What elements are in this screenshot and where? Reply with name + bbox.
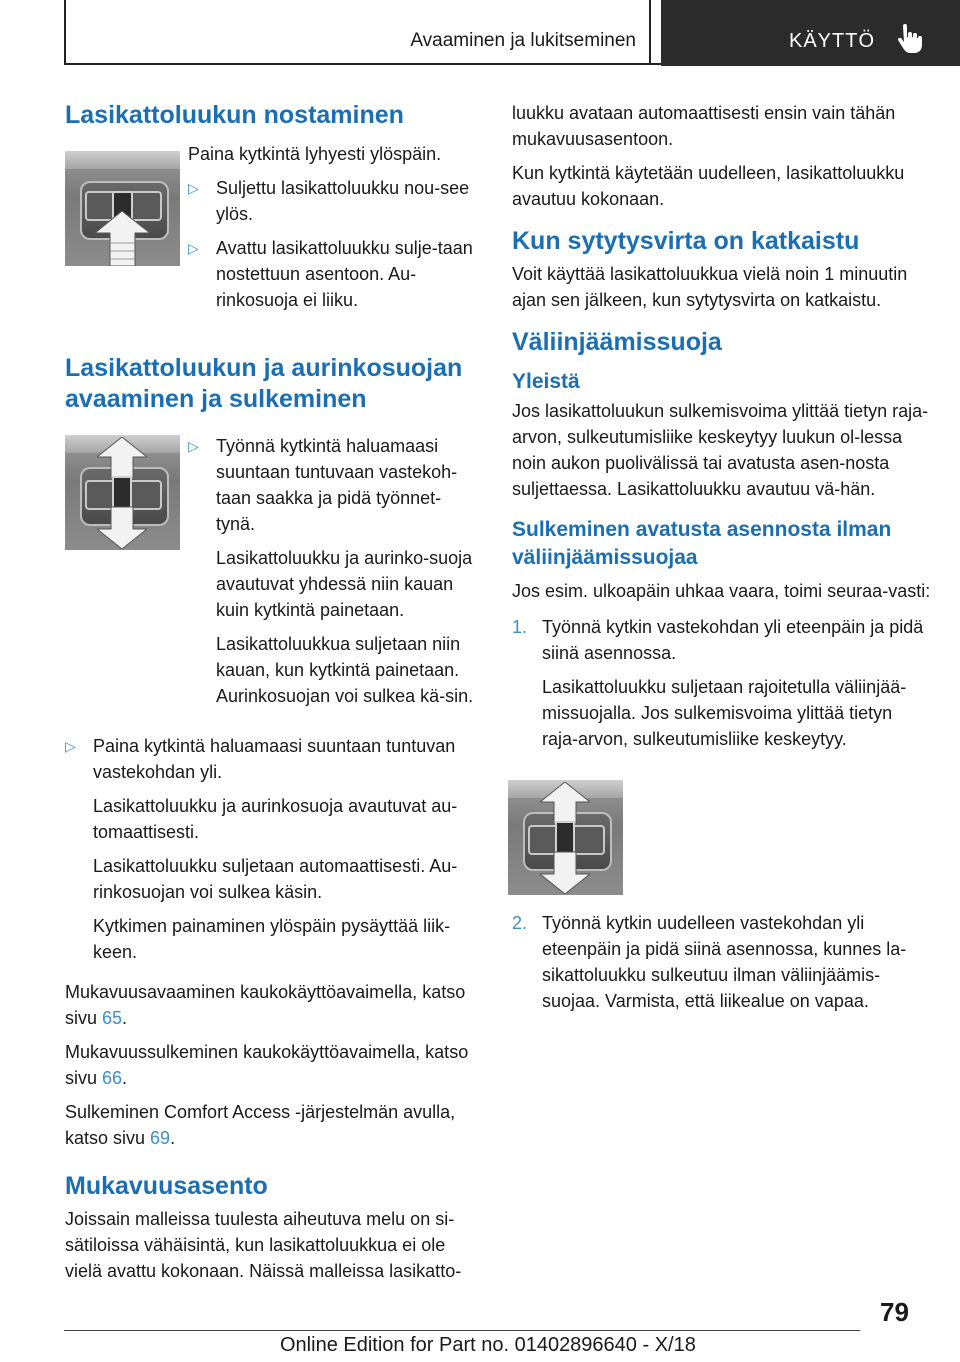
ignition-off-text: Voit käyttää lasikattoluukkua vielä noin 1 minuutin ajan sen jälkeen, kun sytytysvirta on katkaistu.	[512, 264, 908, 310]
switch-figure-override	[508, 780, 623, 895]
bullet-marker: ▷	[188, 240, 199, 256]
hand-pointer-icon	[896, 24, 922, 54]
bullet-subtext: Kytkimen painaminen ylöspäin pysäyttää liik-keen.	[93, 916, 451, 962]
arrow-up-down-icon	[540, 782, 590, 894]
bullet-marker: ▷	[188, 438, 199, 454]
page-link[interactable]: 69	[150, 1128, 171, 1148]
bullet-subtext: Lasikattoluukku suljetaan automaattisesti. Au-rinkosuojan voi sulkea käsin.	[93, 856, 458, 902]
bullet-text: Työnnä kytkintä haluamaasi suuntaan tuntuvaan vastekoh-taan saakka ja pidä työnnet-tynä.	[216, 436, 458, 534]
figure-headliner	[65, 151, 180, 169]
intro-text: Paina kytkintä lyhyesti ylöspäin.	[188, 144, 442, 164]
bullet-item	[65, 733, 480, 965]
reference-period: .	[122, 1008, 128, 1028]
heading-close-without-protection: Sulkeminen avatusta asennosta ilman väliinjäämissuojaa	[512, 518, 892, 569]
heading-sunroof-and-blind: Lasikattoluukun ja aurinkosuojan avaaminen ja sulkeminen	[65, 354, 463, 413]
switch-figure-raise	[65, 151, 180, 266]
arrow-up-icon	[95, 211, 150, 266]
bullet-subtext: Lasikattoluukku ja aurinko-suoja avautuvat yhdessä niin kauan kuin kytkintä painetaan.	[216, 548, 473, 620]
bullet-item	[188, 175, 480, 227]
step-text: Työnnä kytkin uudelleen vastekohdan yli eteenpäin ja pidä siinä asennossa, kunnes la-sikattoluukku sulkeutuu ilman väliinjäämis-suojaa. Varmista, että liikealue on vapaa.	[542, 913, 907, 1011]
reference-comfort-access	[65, 1099, 480, 1151]
general-text: Jos lasikattoluukun sulkemisvoima ylittää tietyn raja-arvon, sulkeutumisliike keskeytyy luukun ol-lessa noin aukon puolivälissä tai avatusta asen-nosta suljettaessa. Lasikattoluukku avautuu vä-hän.	[512, 401, 929, 499]
chapter-title: Avaaminen ja lukitseminen	[410, 30, 636, 51]
bullet-item	[188, 235, 480, 313]
step-subtext: Lasikattoluukku suljetaan rajoitetulla väliinjää-missuojalla. Jos sulkemisvoima ylittää tietyn raja-arvon, sulkeutumisliike keskeytyy.	[542, 677, 907, 749]
comfort-position-continued: luukku avataan automaattisesti ensin vain tähän mukavuusasentoon.	[512, 103, 896, 149]
page-link[interactable]: 65	[102, 1008, 123, 1028]
switch-figure-open-close	[65, 435, 180, 550]
header-divider	[649, 0, 651, 64]
heading-general: Yleistä	[512, 370, 580, 393]
heading-comfort-position: Mukavuusasento	[65, 1172, 268, 1200]
step-text: Työnnä kytkin vastekohdan yli eteenpäin ja pidä siinä asennossa.	[542, 617, 924, 663]
reference-comfort-open	[65, 979, 480, 1031]
header-bottom-rule	[64, 63, 661, 65]
bullet-text: Suljettu lasikattoluukku nou-see ylös.	[216, 178, 470, 224]
second-press-text: Kun kytkintä käytetään uudelleen, lasikattoluukku avautuu kokonaan.	[512, 163, 905, 209]
step-1	[512, 614, 932, 752]
bullet-subtext: Lasikattoluukkua suljetaan niin kauan, kun kytkintä painetaan. Aurinkosuojan voi sulkea kä-sin.	[216, 634, 474, 706]
footer-rule	[64, 1330, 860, 1331]
comfort-position-text: Joissain malleissa tuulesta aiheutuva melu on si-sätiloissa vähäisintä, kun lasikattoluukkua ei ole vielä avattu kokonaan. Näissä malleissa lasikatto-	[65, 1209, 462, 1281]
reference-text: Mukavuusavaaminen kaukokäyttöavaimella, katso sivu	[65, 982, 466, 1028]
reference-text: Mukavuussulkeminen kaukokäyttöavaimella, katso sivu	[65, 1042, 469, 1088]
section-tab-label: KÄYTTÖ	[789, 30, 876, 52]
bullet-item	[188, 433, 480, 709]
reference-comfort-close	[65, 1039, 480, 1091]
left-column	[65, 100, 480, 1290]
page-number: 79	[880, 1297, 909, 1327]
heading-raise-sunroof: Lasikattoluukun nostaminen	[65, 101, 404, 129]
right-column	[512, 100, 932, 1020]
reference-period: .	[122, 1068, 128, 1088]
arrow-up-down-icon	[97, 437, 147, 549]
step-number: 2.	[512, 913, 528, 933]
edition-text: Online Edition for Part no. 01402896640 - X/18	[280, 1334, 696, 1356]
page-link[interactable]: 66	[102, 1068, 123, 1088]
heading-pinch-protection: Väliinjäämissuoja	[512, 328, 722, 356]
reference-period: .	[170, 1128, 176, 1148]
bullet-text: Paina kytkintä haluamaasi suuntaan tuntuvan vastekohdan yli.	[93, 736, 456, 782]
step-number: 1.	[512, 617, 528, 637]
bullet-marker: ▷	[188, 180, 199, 196]
danger-text: Jos esim. ulkoapäin uhkaa vaara, toimi seuraa-vasti:	[512, 581, 931, 601]
heading-ignition-off: Kun sytytysvirta on katkaistu	[512, 227, 860, 255]
bullet-text: Avattu lasikattoluukku sulje-taan nostettuun asentoon. Au-rinkosuoja ei liiku.	[216, 238, 473, 310]
bullet-marker: ▷	[65, 738, 76, 754]
step-2	[512, 910, 932, 1014]
bullet-subtext: Lasikattoluukku ja aurinkosuoja avautuvat au-tomaattisesti.	[93, 796, 458, 842]
reference-text: Sulkeminen Comfort Access -järjestelmän avulla, katso sivu	[65, 1102, 456, 1148]
